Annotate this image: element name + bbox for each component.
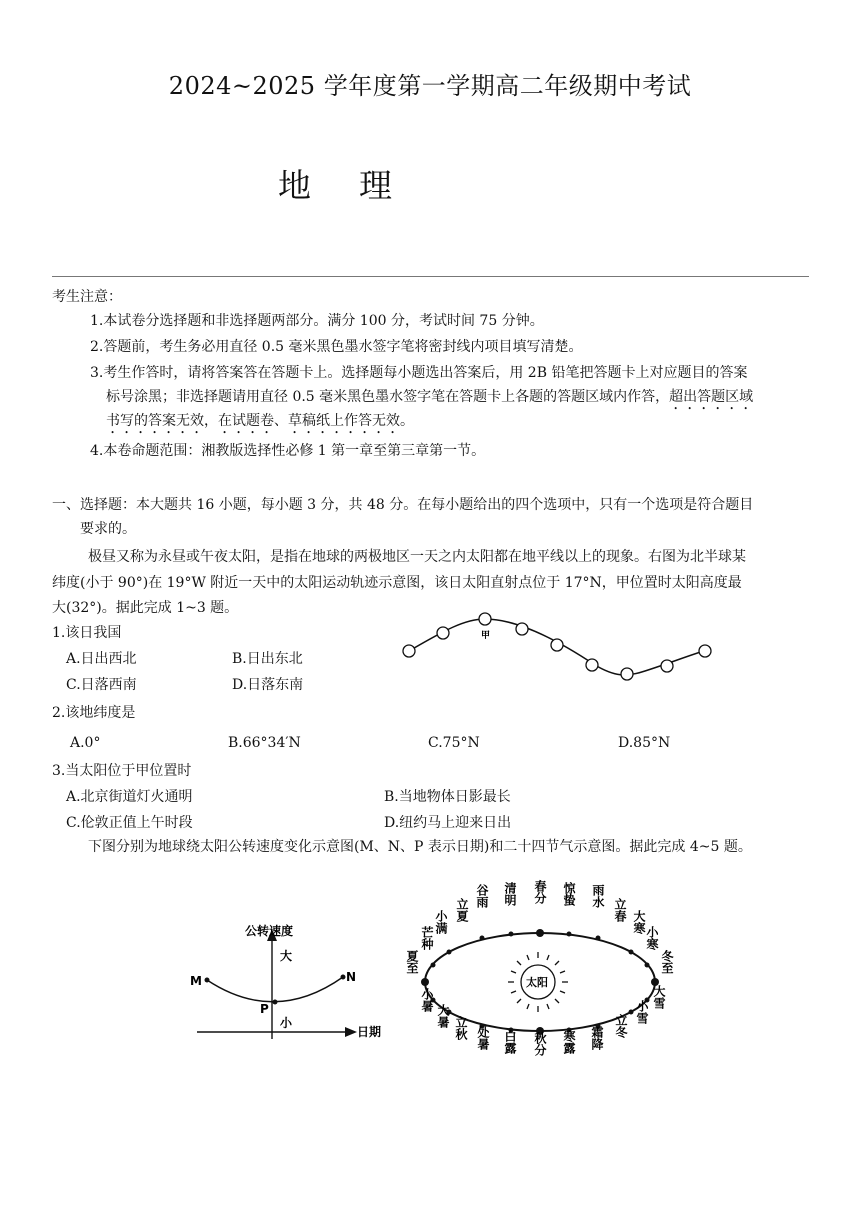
term-lixia: 立夏 — [455, 898, 469, 922]
sun-path-diagram — [395, 605, 725, 685]
term-guyu: 谷雨 — [475, 884, 489, 908]
sun-position-marker — [621, 668, 633, 680]
section-heading-cont: 要求的。 — [80, 521, 136, 537]
q3-option-a: A.北京街道灯火通明 — [66, 789, 193, 805]
term-xiaohan: 小寒 — [645, 926, 659, 950]
label-p: P — [260, 1002, 269, 1016]
orbit-point — [596, 936, 601, 941]
notice-item-3: 3.考生作答时，请将答案答在答题卡上。选择题每小题选出答案后，用 2B 铅笔把答题卡上对应题目的答案 — [90, 365, 748, 381]
orbit-point — [431, 963, 436, 968]
orbit-point — [509, 932, 514, 937]
sun-position-marker — [661, 660, 673, 672]
q3-option-b: B.当地物体日影最长 — [384, 789, 511, 805]
point-m — [205, 978, 210, 983]
notice-item-1: 1.本试卷分选择题和非选择题两部分。满分 100 分，考试时间 75 分钟。 — [90, 313, 544, 329]
q1-option-c: C.日落西南 — [66, 677, 137, 693]
q1-option-d: D.日落东南 — [232, 677, 304, 693]
q1-option-b: B.日出东北 — [232, 651, 303, 667]
header-divider — [52, 276, 809, 277]
q2-stem: 2.该地纬度是 — [52, 705, 136, 721]
y-axis-label: 公转速度 — [245, 924, 294, 938]
passage1-line1: 极昼又称为永昼或午夜太阳，是指在地球的两极地区一天之内太阳都在地平线以上的现象。右图为北半球某 — [88, 549, 746, 565]
sun-position-marker — [586, 659, 598, 671]
speed-curve — [207, 977, 343, 1002]
orbit-point — [629, 950, 634, 955]
term-dashu: 大暑 — [436, 1004, 450, 1028]
term-liqiu: 立秋 — [454, 1016, 468, 1040]
term-dongzhi: 冬至 — [660, 950, 674, 974]
term-yushui: 雨水 — [591, 884, 605, 908]
orbit-point — [645, 963, 650, 968]
q3-stem: 3.当太阳位于甲位置时 — [52, 763, 192, 779]
x-axis-arrow — [345, 1027, 357, 1037]
term-xiaoman: 小满 — [434, 910, 448, 934]
passage1-line3: 大(32°)。据此完成 1~3 题。 — [52, 600, 239, 616]
term-hanlu: 寒露 — [562, 1030, 576, 1054]
term-mangzhong: 芒种 — [420, 926, 434, 950]
point-p — [273, 1000, 278, 1005]
term-qingming: 清明 — [503, 882, 517, 906]
q1-stem: 1.该日我国 — [52, 625, 122, 641]
sun-position-marker — [699, 645, 711, 657]
term-jingzhe: 惊蛰 — [562, 882, 576, 906]
sun-label: 太阳 — [526, 976, 548, 989]
q2-option-c: C.75°N — [428, 735, 480, 751]
notice-item-3-cont: 标号涂黑；非选择题请用直径 0.5 毫米黑色墨水签字笔在答题卡上各题的答题区域内作答，超出答题区域 — [106, 389, 754, 405]
sun-position-marker — [516, 623, 528, 635]
term-xiazhi: 夏至 — [405, 950, 419, 974]
q2-option-d: D.85°N — [618, 735, 671, 751]
exam-title: 2024~2025 学年度第一学期高二年级期中考试 — [168, 72, 692, 100]
term-shuangjiang: 霜降 — [590, 1026, 604, 1050]
term-lidong: 立冬 — [614, 1014, 628, 1038]
orbit-point-summer-solstice — [421, 978, 429, 986]
orbital-speed-graph — [185, 915, 400, 1050]
q2-option-a: A.0° — [70, 735, 101, 751]
sun-position-marker — [437, 627, 449, 639]
term-chushu: 处暑 — [476, 1026, 490, 1050]
subject-title: 地理 — [278, 166, 440, 205]
passage1-line2: 纬度(小于 90°)在 19°W 附近一天中的太阳运动轨迹示意图，该日太阳直射点位于 17°N，甲位置时太阳高度最 — [52, 575, 742, 591]
term-qiufen: 秋分 — [533, 1032, 547, 1056]
notice-item-3-end: 书写的答案无效，在试题卷、草稿纸上作答无效。 — [106, 413, 414, 429]
solar-terms-diagram — [405, 872, 695, 1082]
passage2: 下图分别为地球绕太阳公转速度变化示意图(M、N、P 表示日期)和二十四节气示意图。据此完成 4~5 题。 — [88, 839, 752, 855]
term-bailu: 白露 — [503, 1030, 517, 1054]
orbit-point — [567, 932, 572, 937]
notice-item-4: 4.本卷命题范围：湘教版选择性必修 1 第一章至第三章第一节。 — [90, 443, 486, 459]
orbit-point — [447, 950, 452, 955]
label-small: 小 — [280, 1016, 293, 1030]
sun-position-marker — [403, 645, 415, 657]
term-xiaoxue: 小雪 — [635, 1000, 649, 1024]
notice-heading: 考生注意： — [52, 289, 122, 305]
x-axis-label: 日期 — [357, 1025, 382, 1039]
sun-position-marker-jia — [479, 613, 491, 625]
label-n: N — [346, 970, 357, 984]
term-dahan: 大寒 — [632, 910, 646, 934]
q2-option-b: B.66°34′N — [228, 735, 301, 751]
point-n — [341, 975, 346, 980]
q3-option-c: C.伦敦正值上午时段 — [66, 815, 193, 831]
q1-option-a: A.日出西北 — [66, 651, 137, 667]
orbit-point — [629, 1010, 634, 1015]
section-heading: 一、选择题：本大题共 16 小题，每小题 3 分，共 48 分。在每小题给出的四个选项中，只有一个选项是符合题目 — [52, 497, 754, 513]
term-daxue: 大雪 — [652, 985, 666, 1009]
sun-position-marker — [551, 639, 563, 651]
label-m: M — [190, 974, 202, 988]
term-lichun: 立春 — [613, 898, 627, 922]
notice-item-2: 2.答题前，考生务必用直径 0.5 毫米黑色墨水签字笔将密封线内项目填写清楚。 — [90, 339, 583, 355]
label-big: 大 — [280, 949, 293, 963]
q3-option-d: D.纽约马上迎来日出 — [384, 815, 512, 831]
label-jia: 甲 — [481, 631, 491, 641]
orbit-point-spring-equinox — [536, 929, 544, 937]
term-chunfen: 春分 — [533, 880, 547, 904]
term-xiaoshu: 小暑 — [420, 988, 434, 1012]
orbit-point — [480, 936, 485, 941]
